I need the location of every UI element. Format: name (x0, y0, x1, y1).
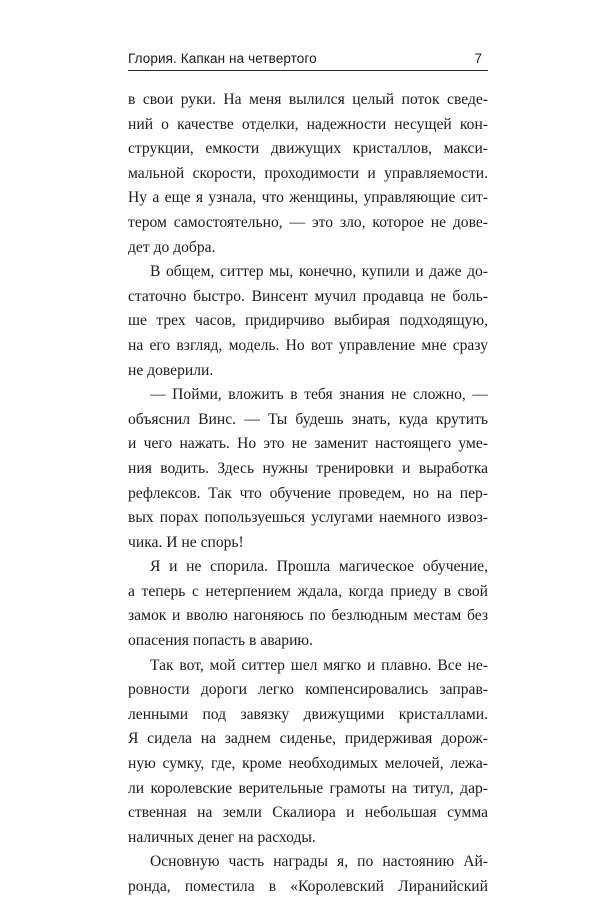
text-line: не доверили. (128, 361, 214, 379)
text-line: — Пойми, вложить в тебя знания не сложно, — (150, 386, 488, 404)
text-line: ли королевские верительные грамоты на титул, дар- (128, 779, 488, 797)
text-line: тером самостоятельно, — это зло, которое не дове- (128, 213, 488, 231)
text-line: Я и не спорила. Прошла магическое обучение, (150, 558, 488, 576)
body-text (128, 88, 488, 900)
page-number: 7 (474, 51, 482, 66)
text-line: В общем, ситтер мы, конечно, купили и даже до- (150, 263, 488, 281)
text-line: Ну а еще я узнала, что женщины, управляющие сит- (128, 189, 488, 207)
text-line: замок и вволю нагоняюсь по безлюдным местам без (128, 607, 488, 625)
text-line: ше трех часов, придирчиво выбирая подходящую, (128, 312, 488, 330)
text-line: а теперь с нетерпением ждала, когда приеду в свой (128, 582, 488, 600)
text-line: опасения попасть в аварию. (128, 632, 313, 650)
text-line: Я сидела на заднем сиденье, придерживая дорож- (128, 730, 488, 748)
text-line: и чего нажать. Но это не заменит настоящего уме- (128, 435, 488, 453)
text-line: наличных денег на расходы. (128, 828, 316, 846)
text-line: ственная на земли Скалиора и небольшая сумма (128, 804, 488, 822)
text-line: Основную часть награды я, по настоянию Ай- (150, 853, 488, 871)
book-title: Глория. Капкан на четвертого (128, 51, 317, 66)
text-line: дет до добра. (128, 238, 216, 256)
running-header (128, 50, 488, 71)
text-line: струкции, емкости движущих кристаллов, макси- (128, 140, 488, 158)
text-line: ний о качестве отделки, надежности несущей кон- (128, 115, 488, 133)
text-line: на его взгляд, модель. Но вот управление мне сразу (128, 336, 488, 354)
text-line: чика. И не спорь! (128, 533, 244, 551)
text-line: мальной скорости, проходимости и управляемости. (128, 164, 488, 182)
text-line: ронда, поместила в «Королевский Лиранийский (128, 878, 488, 895)
text-line: статочно быстро. Винсент мучил продавца не боль- (128, 287, 488, 305)
text-line: Так вот, мой ситтер шел мягко и плавно. Все не- (150, 656, 488, 674)
text-line: ленными под завязку движущими кристаллами. (128, 705, 488, 723)
text-line: в свои руки. На меня вылился целый поток сведе- (128, 91, 488, 108)
text-line: рефлексов. Так что обучение проведем, но на пер- (128, 484, 488, 502)
text-line: ния водить. Здесь нужны тренировки и выработка (128, 459, 488, 477)
text-line: ную сумку, где, кроме необходимых мелочей, лежа- (128, 755, 488, 773)
text-line: вых порах попользуешься услугами наемного извоз- (128, 509, 488, 527)
text-line: объяснил Винс. — Ты будешь знать, куда крутить (128, 410, 488, 428)
text-line: ровности дороги легко компенсировались заправ- (128, 681, 488, 699)
